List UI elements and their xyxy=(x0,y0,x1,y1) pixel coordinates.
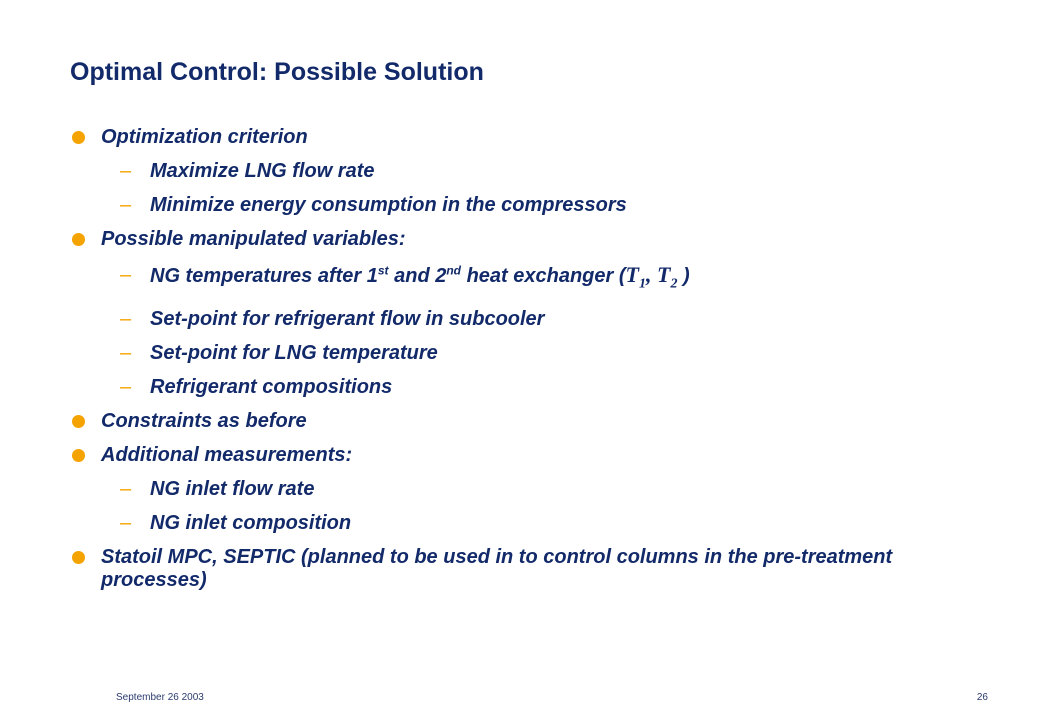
bullet-dot-icon xyxy=(72,233,85,246)
sub-item xyxy=(120,342,972,365)
sub-text: Set-point for refrigerant flow in subcooler xyxy=(150,308,545,331)
sub-text: Maximize LNG flow rate xyxy=(150,160,375,182)
sub-item xyxy=(120,262,972,297)
bullet-item xyxy=(72,546,972,592)
sub-item xyxy=(120,194,972,217)
sub-item xyxy=(120,308,972,331)
sub-item xyxy=(120,478,972,501)
sub-item xyxy=(120,160,972,183)
bullet-dot-icon xyxy=(72,415,85,428)
dash-icon: – xyxy=(120,160,132,182)
sub-text: NG inlet flow rate xyxy=(150,478,315,501)
bullet-dot-icon xyxy=(72,449,85,462)
bullet-item xyxy=(72,444,972,467)
dash-icon: – xyxy=(120,342,132,365)
slide-title: Optimal Control: Possible Solution xyxy=(70,58,484,86)
sub-text: NG inlet composition xyxy=(150,512,352,535)
sub-item xyxy=(120,376,972,399)
bullet-item xyxy=(72,410,972,433)
dash-icon: – xyxy=(120,194,132,216)
bullet-dot-icon xyxy=(72,551,85,564)
sub-text: Refrigerant compositions xyxy=(150,376,393,399)
sub-text: Set-point for LNG temperature xyxy=(150,342,438,365)
bullet-text: Constraints as before xyxy=(101,410,307,433)
footer-page-number: 26 xyxy=(976,692,988,703)
dash-icon: – xyxy=(120,478,132,501)
bullet-text: Statoil MPC, SEPTIC (planned to be used in to control columns in the pre-treatment processes) xyxy=(101,546,893,592)
sub-text-temperatures: NG temperatures after 1st and 2nd heat exchanger ($T_1$, $T_2$ ) xyxy=(150,262,690,292)
footer-date: September 26 2003 xyxy=(116,692,204,703)
bullet-text: Optimization criterion xyxy=(101,126,308,148)
bullet-dot-icon xyxy=(72,131,85,144)
bullet-item xyxy=(72,126,972,149)
sub-item xyxy=(120,512,972,535)
bullet-item xyxy=(72,228,972,251)
dash-icon: – xyxy=(120,376,132,399)
dash-icon: – xyxy=(120,308,132,331)
dash-icon: – xyxy=(120,512,132,535)
sub-text: Minimize energy consumption in the compressors xyxy=(150,194,627,216)
math-t1: $T_1$, $T_2$ xyxy=(625,262,678,292)
dash-icon: – xyxy=(120,264,132,286)
bullet-text: Possible manipulated variables: xyxy=(101,228,406,250)
slide-content xyxy=(72,126,972,603)
bullet-text: Additional measurements: xyxy=(101,444,353,467)
